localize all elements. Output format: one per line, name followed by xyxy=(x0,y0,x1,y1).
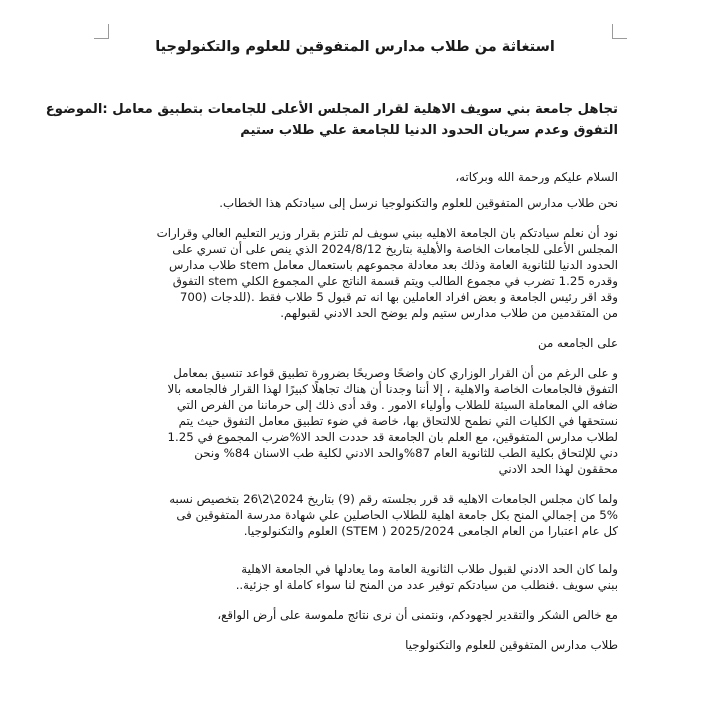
paragraph-line: ضافه الي المعاملة السيئة للطلاب وأولياء الامور . وقد أدى ذلك إلى حرماننا من الفرص التي xyxy=(176,398,618,412)
document-title: استغاثة من طلاب مدارس المتفوقين للعلوم والتكنولوجيا xyxy=(155,39,555,55)
paragraph-line: وقدره 1.25 تضرب في مجموع الطالب ويتم قسمة الناتج علي المجموع الكلي stem التفوق xyxy=(172,274,618,288)
document-body xyxy=(92,169,618,653)
paragraph-line: المجلس الأعلى للجامعات الخاصة والأهلية بتاريخ 2024/8/12 الذي ينص على أن تسري على xyxy=(172,242,618,256)
paragraph-line: لطلاب مدارس المتفوقين، مع العلم بان الجامعة قد حددت الحد الا%ضرب المجموع في 1.25 xyxy=(167,430,618,444)
document-content xyxy=(45,35,618,652)
paragraph-line: و على الرغم من أن القرار الوزاري كان واضحًا وصريحًا بضرورة تطبيق قواعد تنسيق بمعامل xyxy=(173,366,618,380)
greeting: السلام عليكم ورحمة الله وبركاته، xyxy=(455,170,618,184)
paragraph-line: ولما كان الحد الادني لقبول طلاب الثانوية العامة وما يعادلها في الجامعة الاهلية xyxy=(241,562,618,576)
paragraph-line: محققون لهذا الحد الادني xyxy=(498,462,618,476)
paragraph-line: الحدود الدنيا للثانوية العامة وذلك بعد معادلة مجموعهم باستعمال معامل stem طلاب مدارس xyxy=(169,258,618,272)
paragraph-line: من المتقدمين من طلاب مدارس ستيم ولم يوضح الحد الادني لقبولهم. xyxy=(280,306,618,320)
closing-line: مع خالص الشكر والتقدير لجهودكم، ونتمنى أن نرى نتائج ملموسة على أرض الواقع، xyxy=(217,608,618,622)
intro-paragraph: نحن طلاب مدارس المتفوقين للعلوم والتكنولوجيا نرسل إلى سيادتكم هذا الخطاب. xyxy=(219,196,618,210)
paragraph-line: ولما كان مجلس الجامعات الاهليه قد قرر بجلسته رقم (9) بتاريخ 2024\2\26 بتخصيص نسبه xyxy=(169,492,618,506)
document-subject xyxy=(45,99,618,141)
paragraph-request xyxy=(92,561,618,593)
signature-line: طلاب مدارس المتفوقين للعلوم والتكنولوجيا xyxy=(405,638,618,652)
paragraph-council xyxy=(92,491,618,539)
paragraph-line: ببني سويف .فنطلب من سيادتكم توفير عدد من المنح لنا سواء كاملة او جزئية.. xyxy=(235,578,618,592)
paragraph-line: التفوق فالجامعات الخاصة والاهلية ، إلا أننا وجدنا أن هناك تجاهلًا كبيرًا لهذا القرار فالجامعه بالا xyxy=(167,382,618,396)
paragraph-line: دني للإلتحاق بكلية الطب للثانوية العام 87%والحد الادني لكلية طب الاسنان 84% ونحن xyxy=(194,446,618,460)
paragraph-line: كل عام اعتبارا من العام الجامعى 2025/2024 ( STEM) العلوم والتكنولوجيا. xyxy=(243,524,618,538)
paragraph-complaint xyxy=(92,365,618,477)
subject-line: التفوق وعدم سريان الحدود الدنيا للجامعة علي طلاب ستيم xyxy=(240,123,618,138)
paragraph-line: نود أن نعلم سيادتكم بان الجامعة الاهليه ببني سويف لم تلتزم بقرار وزير التعليم العالي وقرارات xyxy=(156,226,618,240)
subject-line: تجاهل جامعة بني سويف الاهلية لقرار المجلس الأعلى للجامعات بتطبيق معامل :الموضوع xyxy=(45,102,618,117)
paragraph-line: نستحقها في الكليات التي نطمح للالتحاق بها، خاصة في ضوء تطبيق معامل التفوق حيث يتم xyxy=(178,414,618,428)
paragraph-decision xyxy=(92,225,618,321)
paragraph-line: 5% من إجمالي المنح بكل جامعة اهلية للطلاب الحاصلين علي شهادة مدرسة المتفوقين فى xyxy=(176,508,618,522)
university-line: على الجامعه من xyxy=(538,336,618,350)
paragraph-line: وقد اقر رئيس الجامعة و بعض افراد العاملين بها انه تم قبول 5 طلاب فقط .(للدجات (700 xyxy=(179,290,618,304)
